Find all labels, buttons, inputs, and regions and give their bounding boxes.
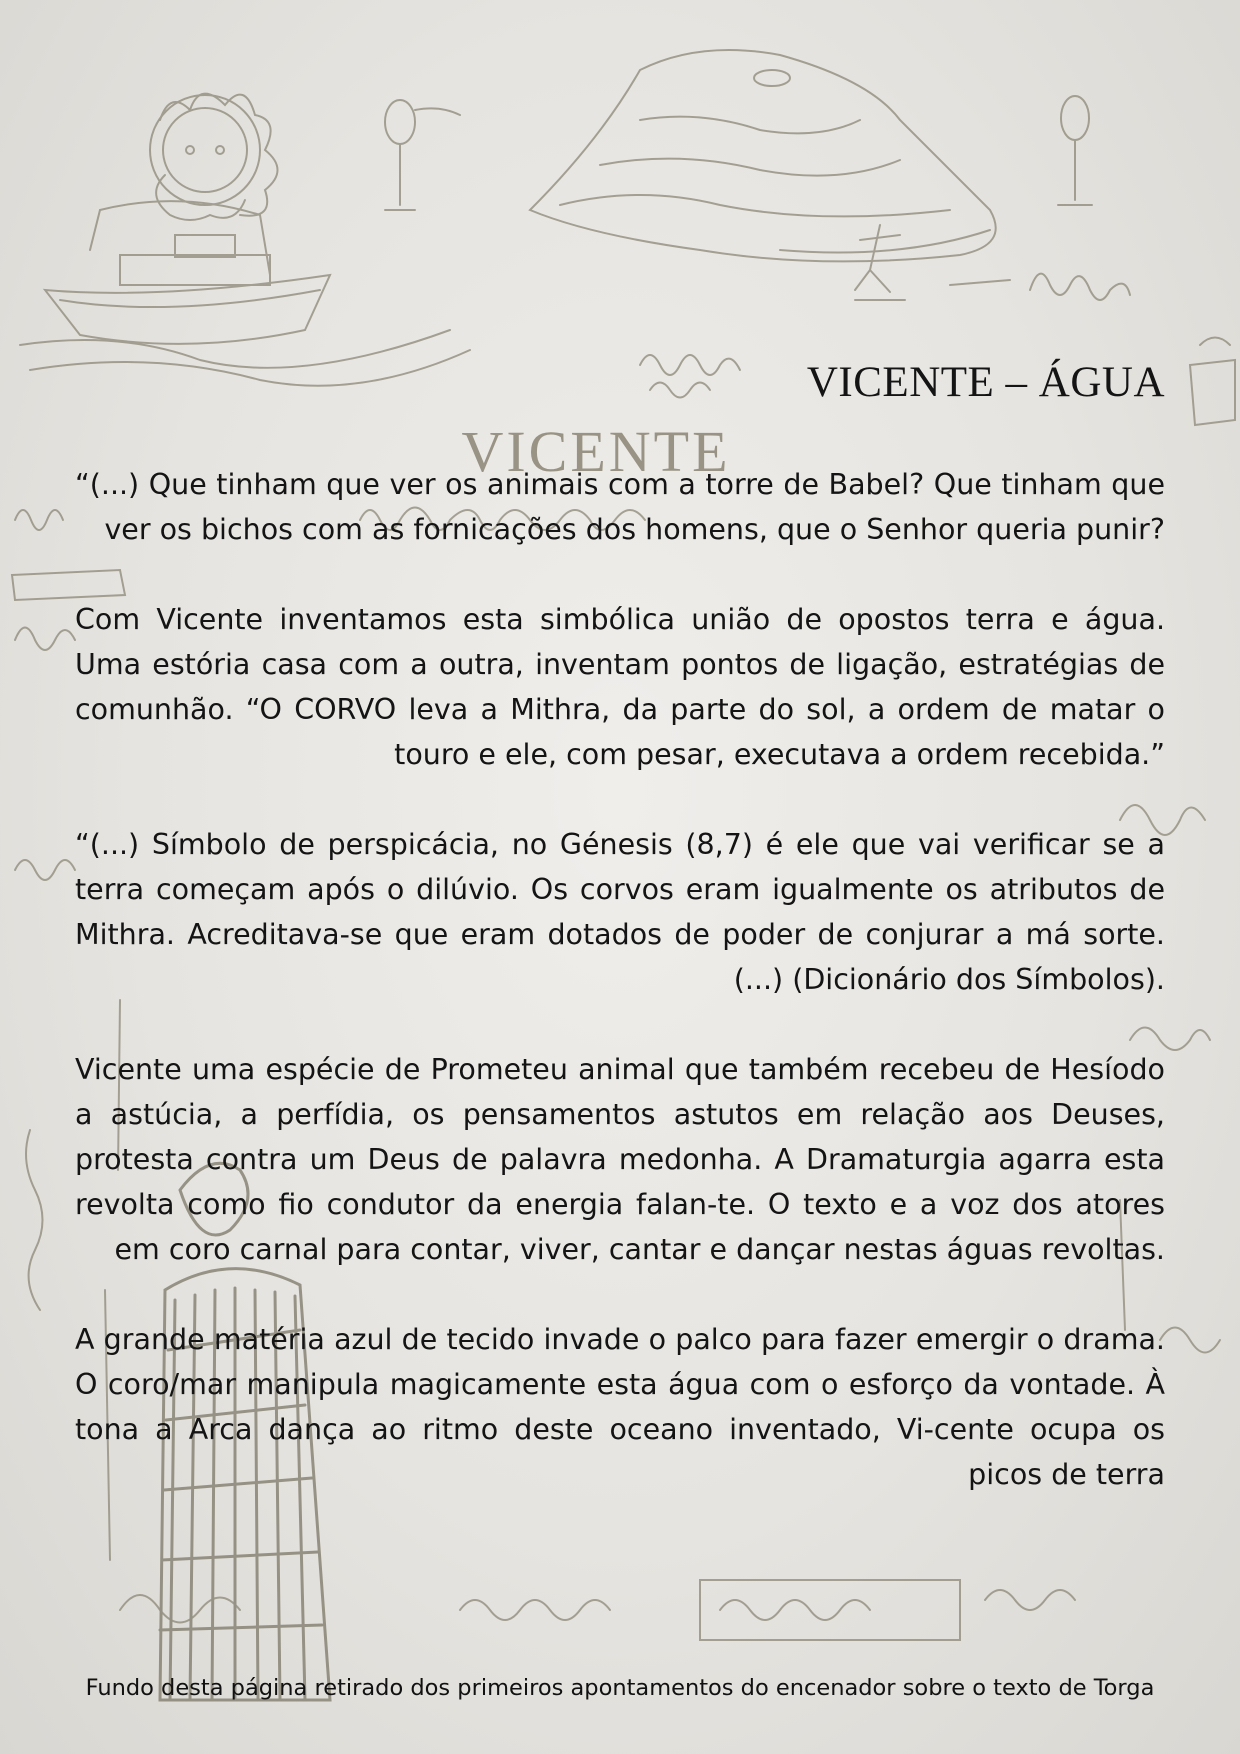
paragraph-stage: A grande matéria azul de tecido invade o palco para fazer emergir o drama. O coro/mar manipula magicamente esta água com o esforço da vontade. À tona a Arca dança ao ritmo deste oceano inventado, Vi-cente ocupa os picos de terra — [75, 1323, 1165, 1491]
sketch-stamp-text: VICENTE — [461, 419, 731, 484]
body-text — [75, 462, 1165, 1542]
page-caption: Fundo desta página retirado dos primeiros apontamentos do encenador sobre o texto de Torga — [85, 1675, 1155, 1701]
ark-sketch — [20, 201, 470, 386]
head-sketch — [150, 94, 278, 220]
box-sketch — [1190, 338, 1235, 426]
page-title: VICENTE – ÁGUA — [806, 359, 1165, 406]
lamp-sketch-right — [1058, 96, 1092, 205]
mountain-sketch — [530, 50, 996, 261]
paragraph-symbol: “(...) Símbolo de perspicácia, no Génesis (8,7) é ele que vai verificar se a terra começam após o dilúvio. Os corvos eram igualmente os atributos de Mithra. Acreditava-se que eram dotados de poder de conjurar a má sorte.(...) (Dicionário dos Símbolos). — [75, 828, 1165, 996]
paragraph-babel: “(...) Que tinham que ver os animais com a torre de Babel? Que tinham que ver os bichos com as fornicações dos homens, que o Senhor queria punir? — [75, 468, 1165, 546]
paragraph-prometheus: Vicente uma espécie de Prometeu animal que também recebeu de Hesíodo a astúcia, a perfídia, os pensamentos astutos em relação aos Deuses, protesta contra um Deus de palavra medonha. A Dramaturgia agarra esta revolta como fio condutor da energia falan-te. O texto e a voz dos atores em coro carnal para contar, viver, cantar e dançar nestas águas revoltas. — [75, 1053, 1165, 1266]
lamp-sketch-left — [385, 100, 460, 210]
figure-sketch — [855, 225, 905, 300]
paragraph-union: Com Vicente inventamos esta simbólica união de opostos terra e água. Uma estória casa com a outra, inventam pontos de ligação, estratégias de comunhão. “O CORVO leva a Mithra, da parte do sol, a ordem de matar o touro e ele, com pesar, executava a ordem recebida.” — [75, 603, 1165, 771]
